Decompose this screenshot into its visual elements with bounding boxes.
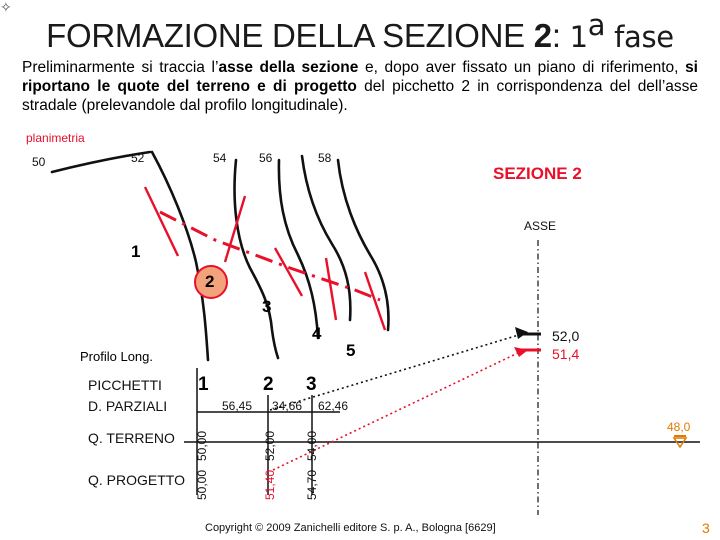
row-label-progetto: Q. PROGETTO	[88, 472, 185, 488]
contour-line-58	[338, 160, 388, 330]
road-axis	[160, 212, 380, 300]
contour-line-57	[302, 156, 350, 320]
contour-line-56	[279, 160, 318, 338]
terrain-value-2: 52,00	[263, 430, 277, 461]
project-value: 51,4	[552, 346, 580, 362]
axis-label: ASSE	[524, 219, 557, 233]
copyright: Copyright © 2009 Zanichelli editore S. p. A., Bologna [6629]	[205, 522, 496, 534]
project-value-3: 54,70	[305, 469, 319, 500]
plan-label: planimetria	[26, 131, 85, 145]
project-value-1: 50,00	[195, 469, 209, 500]
plan-station-1: 1	[131, 242, 141, 261]
terrain-arrow-head	[515, 327, 528, 339]
contour-label-58: 58	[318, 151, 332, 165]
plan-station-4: 4	[312, 324, 322, 343]
profile-station-2: 2	[263, 374, 274, 395]
plan-station-2: 2	[205, 272, 215, 291]
contour-label-52: 52	[131, 151, 145, 165]
contour-line-50	[52, 152, 150, 172]
partial-distance-3: 62,46	[318, 399, 349, 413]
row-label-terreno: Q. TERRENO	[88, 430, 175, 446]
contour-line-54	[235, 160, 278, 358]
terrain-value-1: 50,00	[195, 430, 209, 461]
contour-line-52	[152, 152, 208, 360]
plan-station-3: 3	[262, 297, 272, 316]
row-label-parziali: D. PARZIALI	[88, 398, 168, 414]
contour-lines	[52, 152, 388, 360]
reference-value: 48,0	[667, 420, 691, 434]
section-line-4	[326, 258, 336, 320]
terrain-value: 52,0	[552, 328, 580, 344]
contour-label-56: 56	[259, 151, 273, 165]
page-title: FORMAZIONE DELLA SEZIONE 2: 1$^a$ fase	[46, 8, 674, 54]
intro-paragraph: Preliminarmente si traccia l’asse della sezione e, dopo aver fissato un piano di riferimento, si riportano le quote del terreno e di progetto del picchetto 2 in corrispondenza del dell’asse stradale (prelevandole dal profilo longitudinale).	[22, 59, 699, 114]
terrain-value-3: 54,00	[305, 430, 319, 461]
compass-star-icon: ✧	[0, 0, 12, 15]
profile-station-1: 1	[198, 374, 209, 395]
project-value-2: 51,40	[263, 469, 277, 500]
section-title: SEZIONE 2	[493, 164, 582, 183]
plan-station-5: 5	[346, 341, 356, 360]
contour-label-50: 50	[32, 155, 46, 169]
contour-label-54: 54	[213, 151, 227, 165]
partial-distance-2: 34,66	[272, 399, 303, 413]
profile-station-3: 3	[306, 374, 317, 395]
terrain-transfer-arrow	[270, 334, 522, 410]
profile-label: Profilo Long.	[80, 349, 153, 364]
row-label-picchetti: PICCHETTI	[88, 377, 162, 393]
page-number: 3	[702, 520, 710, 536]
partial-distance-1: 56,45	[222, 399, 253, 413]
